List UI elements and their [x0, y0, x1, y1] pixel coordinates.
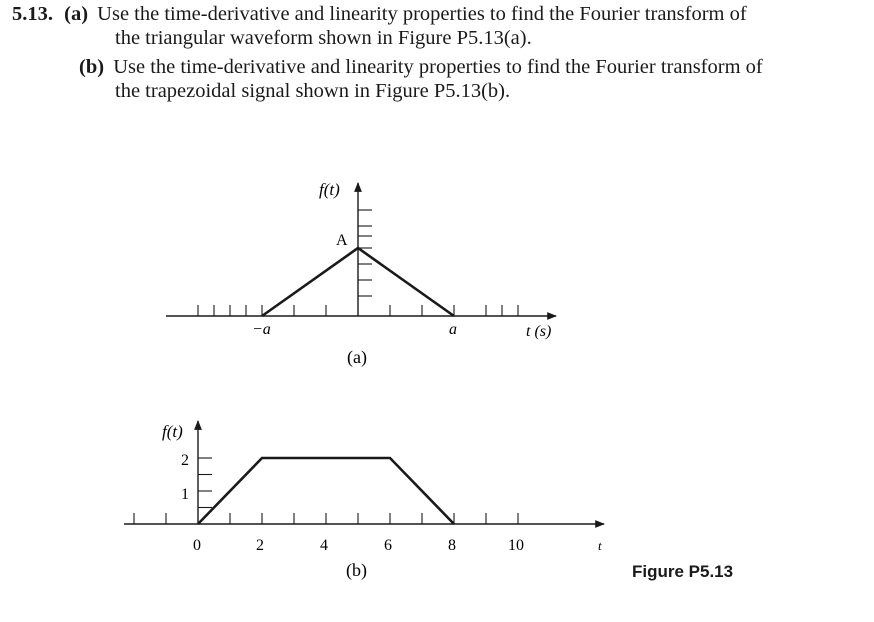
- problem-number: 5.13.: [12, 3, 53, 25]
- fig-a-xlabel: t (s): [526, 323, 552, 340]
- fig-b-caption: (b): [346, 560, 367, 580]
- fig-b-xtick-label-6: 6: [384, 537, 392, 554]
- fig-b-ytick-label-2: 2: [181, 452, 189, 469]
- fig-b-y-ticks: [198, 458, 212, 508]
- part-b-text-1: Use the time-derivative and linearity properties to find the Fourier transform of: [113, 56, 763, 78]
- part-b-text-2: the trapezoidal signal shown in Figure P5.13(b).: [115, 80, 511, 102]
- fig-a-caption: (a): [347, 347, 367, 367]
- fig-a-pos-a-label: a: [449, 321, 457, 338]
- part-a-text-1: Use the time-derivative and linearity properties to find the Fourier transform of: [97, 3, 747, 25]
- fig-b-xtick-label-10: 10: [508, 537, 524, 554]
- fig-b-xtick-label-8: 8: [448, 537, 456, 554]
- figure-a: [166, 180, 556, 368]
- figure-caption: Figure P5.13: [632, 562, 734, 581]
- part-b-label: (b): [79, 56, 105, 78]
- fig-b-ylabel: f(t): [162, 422, 183, 441]
- figure-b: [124, 421, 604, 581]
- fig-a-peak-label: A: [336, 232, 348, 249]
- fig-b-x-ticks: [134, 513, 518, 524]
- fig-b-xtick-label-2: 2: [256, 537, 264, 554]
- fig-b-ytick-label-1: 1: [181, 486, 189, 503]
- fig-a-neg-a-label: −a: [252, 321, 271, 338]
- fig-b-xtick-label-4: 4: [320, 537, 328, 554]
- fig-a-ylabel: f(t): [319, 180, 340, 199]
- part-a-label: (a): [64, 3, 89, 25]
- fig-b-xtick-label-0: 0: [193, 537, 201, 554]
- part-a-text-2: the triangular waveform shown in Figure P5.13(a).: [115, 27, 532, 49]
- fig-b-xlabel: t: [598, 538, 602, 553]
